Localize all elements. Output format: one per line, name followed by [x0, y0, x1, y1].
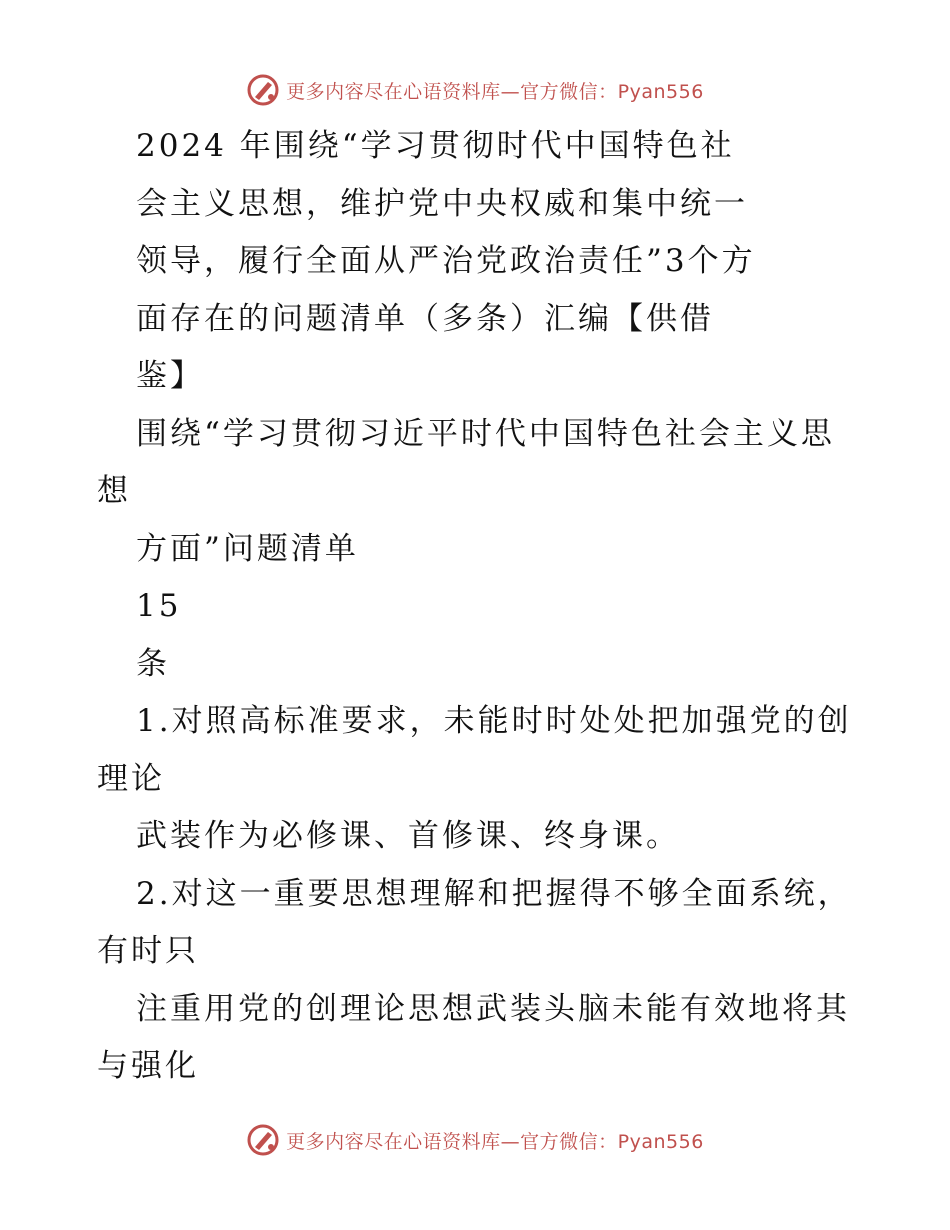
brand-logo-icon	[246, 73, 280, 107]
section-heading-line-3: 方面”问题清单	[136, 530, 359, 567]
watermark-text: 更多内容尽在心语资料库—官方微信：Pyan556	[286, 1130, 704, 1153]
item-1-line-2: 理论	[97, 760, 165, 797]
brand-logo-icon	[246, 1123, 280, 1157]
watermark-text: 更多内容尽在心语资料库—官方微信：Pyan556	[286, 80, 704, 103]
item-2-line-2: 有时只	[97, 933, 199, 969]
title-line-3: 领导，履行全面从严治党政治责任”3个方	[136, 243, 756, 279]
document-body	[97, 118, 867, 1096]
header-watermark	[0, 70, 950, 110]
item-2-line-3: 注重用党的创理论思想武装头脑未能有效地将其	[136, 990, 850, 1027]
section-heading-line-2: 想	[97, 473, 131, 509]
item-2-line-1: 2.对这一重要思想理解和把握得不够全面系统，	[136, 875, 852, 912]
section-heading-line-1: 围绕“学习贯彻习近平时代中国特色社会主义思	[136, 415, 835, 452]
title-line-5: 鉴】	[136, 358, 204, 394]
item-1-line-3: 武装作为必修课、首修课、终身课。	[136, 818, 680, 854]
title-line-2: 会主义思想，维护党中央权威和集中统一	[136, 185, 748, 222]
title-line-4: 面存在的问题清单（多条）汇编【供借	[136, 300, 714, 337]
title-line-1: 2024 年围绕“学习贯彻时代中国特色社	[136, 128, 735, 164]
footer-watermark	[0, 1120, 950, 1160]
section-count-unit: 条	[136, 645, 170, 682]
item-2-line-4: 与强化	[97, 1048, 199, 1084]
item-1-line-1: 1.对照高标准要求，未能时时处处把加强党的创	[136, 703, 852, 739]
section-count-number: 15	[136, 588, 182, 624]
